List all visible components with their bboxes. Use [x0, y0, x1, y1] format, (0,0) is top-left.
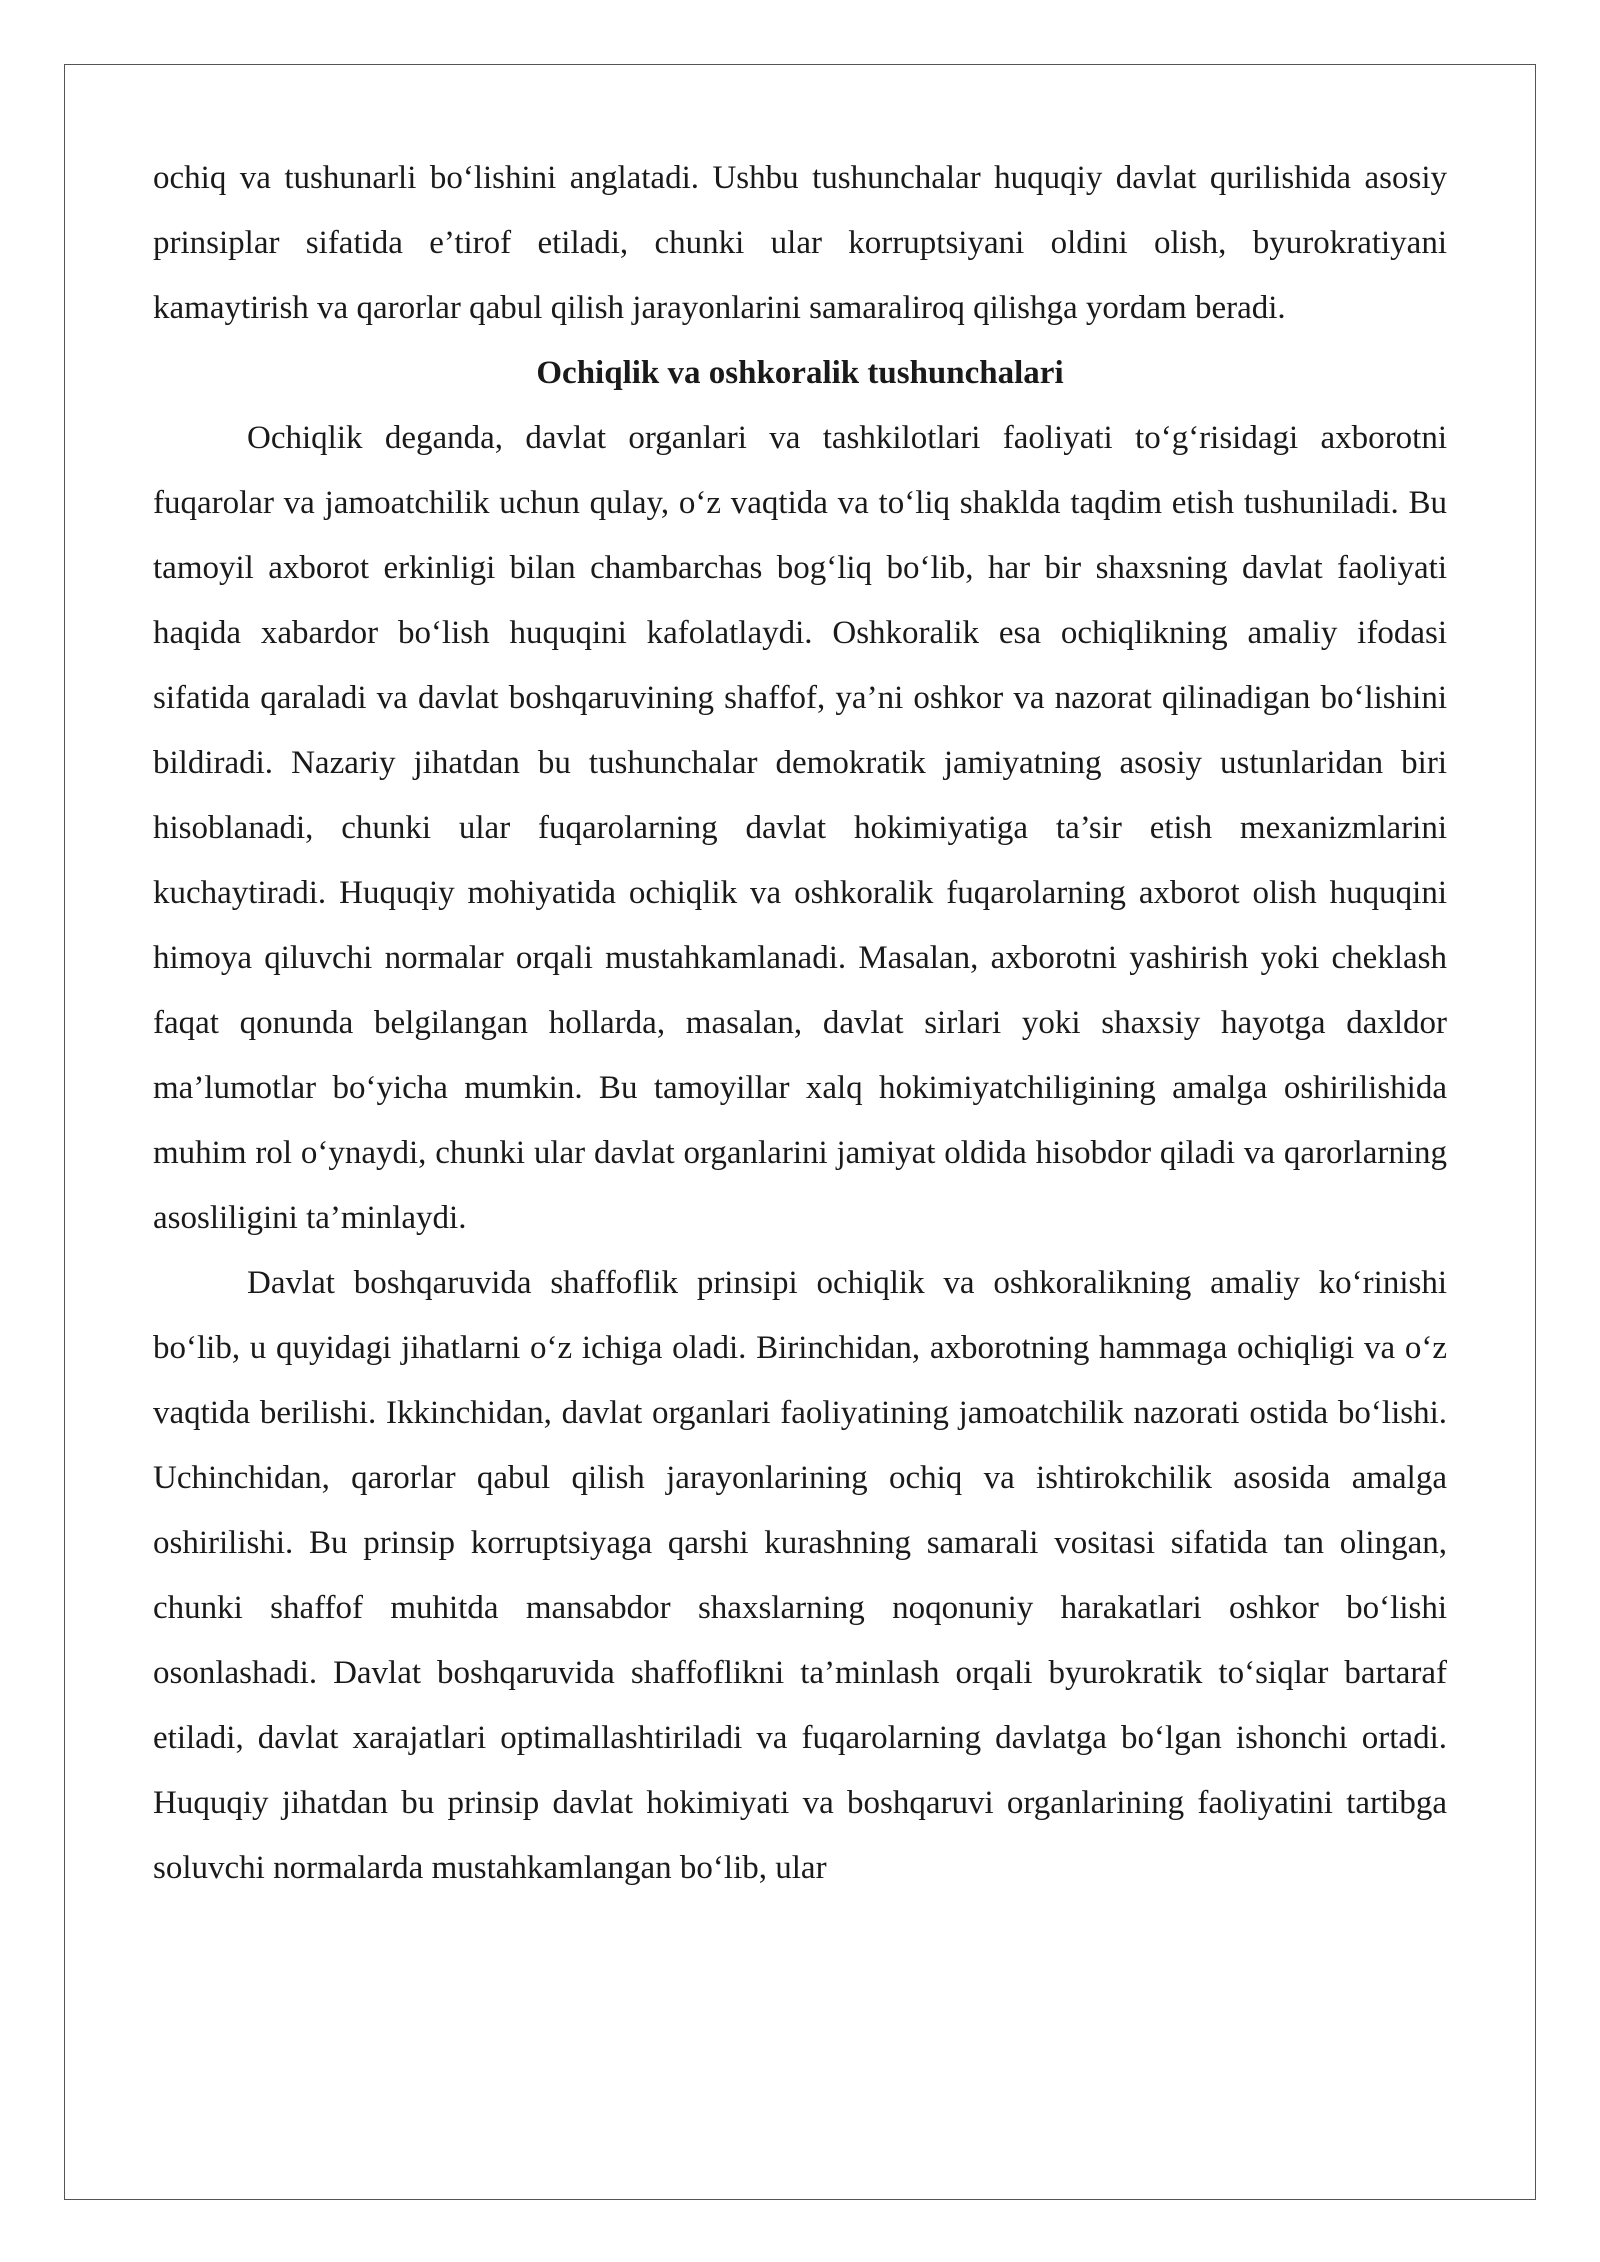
paragraph-continuation: ochiq va tushunarli bo‘lishini anglatadi. Ushbu tushunchalar huquqiy davlat qurilishida asosiy prinsiplar sifatida e’tirof etiladi, chunki ular korruptsiyani oldini olish, byurokratiyani kamaytirish va qarorlar qabul qilish jarayonlarini samaraliroq qilishga yordam beradi. — [153, 160, 1447, 326]
section-heading: Ochiqlik va oshkoralik tushunchalari — [536, 355, 1064, 391]
document-body — [153, 146, 1447, 1901]
paragraph-openness: Ochiqlik deganda, davlat organlari va tashkilotlari faoliyati to‘g‘risidagi axborotni fuqarolar va jamoatchilik uchun qulay, o‘z vaqtida va to‘liq shaklda taqdim etish tushuniladi. Bu tamoyil axborot erkinligi bilan chambarchas bog‘liq bo‘lib, har bir shaxsning davlat faoliyati haqida xabardor bo‘lish huquqini kafolatlaydi. Oshkoralik esa ochiqlikning amaliy ifodasi sifatida qaraladi va davlat boshqaruvining shaffof, ya’ni oshkor va nazorat qilinadigan bo‘lishini bildiradi. Nazariy jihatdan bu tushunchalar demokratik jamiyatning asosiy ustunlaridan biri hisoblanadi, chunki ular fuqarolarning davlat hokimiyatiga ta’sir etish mexanizmlarini kuchaytiradi. Huquqiy mohiyatida ochiqlik va oshkoralik fuqarolarning axborot olish huquqini himoya qiluvchi normalar orqali mustahkamlanadi. Masalan, axborotni yashirish yoki cheklash faqat qonunda belgilangan hollarda, masalan, davlat sirlari yoki shaxsiy hayotga daxldor ma’lumotlar bo‘yicha mumkin. Bu tamoyillar xalq hokimiyatchiligining amalga oshirilishida muhim rol o‘ynaydi, chunki ular davlat organlarini jamiyat oldida hisobdor qiladi va qarorlarning asosliligini ta’minlaydi. — [153, 420, 1447, 1236]
paragraph-transparency: Davlat boshqaruvida shaffoflik prinsipi ochiqlik va oshkoralikning amaliy ko‘rinishi bo‘lib, u quyidagi jihatlarni o‘z ichiga oladi. Birinchidan, axborotning hammaga ochiqligi va o‘z vaqtida berilishi. Ikkinchidan, davlat organlari faoliyatining jamoatchilik nazorati ostida bo‘lishi. Uchinchidan, qarorlar qabul qilish jarayonlarining ochiq va ishtirokchilik asosida amalga oshirilishi. Bu prinsip korruptsiyaga qarshi kurashning samarali vositasi sifatida tan olingan, chunki shaffof muhitda mansabdor shaxslarning noqonuniy harakatlari oshkor bo‘lishi osonlashadi. Davlat boshqaruvida shaffoflikni ta’minlash orqali byurokratik to‘siqlar bartaraf etiladi, davlat xarajatlari optimallashtiriladi va fuqarolarning davlatga bo‘lgan ishonchi ortadi. Huquqiy jihatdan bu prinsip davlat hokimiyati va boshqaruvi organlarining faoliyatini tartibga soluvchi normalarda mustahkamlangan bo‘lib, ular — [153, 1265, 1447, 1886]
